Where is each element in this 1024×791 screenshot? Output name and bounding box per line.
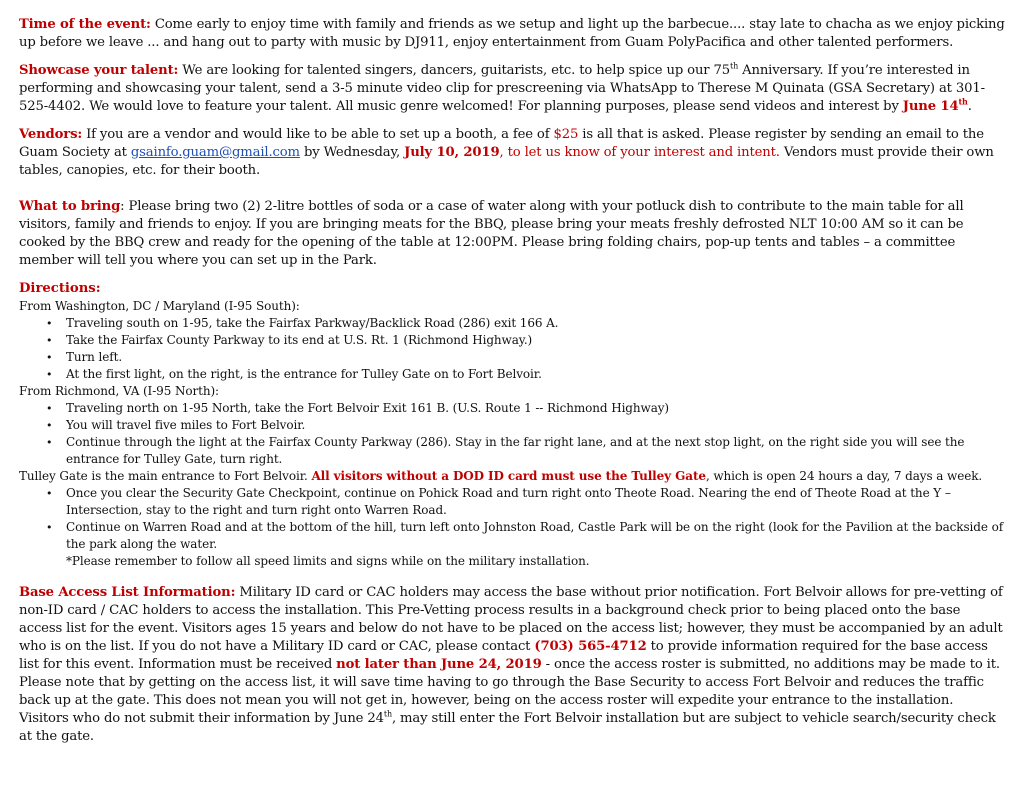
contact-phone: (703) 565-4712 [534, 639, 647, 654]
time-of-event-paragraph [19, 16, 1006, 52]
list-item: • At the first light, on the right, is the entrance for Tulley Gate on to Fort Belvoir. [66, 366, 1006, 383]
showcase-sup: th [730, 61, 739, 71]
base-access-paragraph [19, 584, 1006, 746]
showcase-label: Showcase your talent: [19, 63, 179, 78]
time-of-event-label: Time of the event: [19, 17, 151, 32]
what-to-bring-text: : Please bring two (2) 2-litre bottles of soda or a case of water along with your potluck dish to contribute to the main table for all visitors, family and friends to enjoy. If you are bringing meats for the BBQ, please bring your meats freshly defrosted NLT 10:00 AM so it can be cooked by the BBQ crew and ready for the opening of the table at 12:00PM. Please bring folding chairs, pop-up tents and tables – a committee member will tell you where you can set up in the Park. [19, 199, 964, 268]
showcase-text-a: We are looking for talented singers, dancers, guitarists, etc. to help spice up our 75 [178, 63, 730, 78]
directions-section [19, 298, 1006, 570]
time-of-event-text: Come early to enjoy time with family and friends as we setup and light up the barbecue.... stay late to chacha as we enjoy picking up before we leave ... and hang out to party with music by DJ911, enjoy entertainment from Guam PolyPacifica and other talented performers. [19, 17, 1005, 50]
vendors-label: Vendors: [19, 127, 83, 142]
list-item: • Continue on Warren Road and at the bottom of the hill, turn left onto Johnston Road, Castle Park will be on the right (look for the Pavilion at the backside of the park along the water. [66, 519, 1006, 553]
what-to-bring-label: What to bring [19, 199, 121, 214]
gate-steps-list [19, 485, 1006, 553]
base-access-deadline: not later than June 24, 2019 [336, 657, 542, 672]
dc-steps-list [19, 315, 1006, 383]
base-access-text-d: , may still enter the Fort Belvoir installation but are subject to vehicle search/security check at the gate. [19, 711, 996, 744]
list-item: • Continue through the light at the Fairfax County Parkway (286). Stay in the far right lane, and at the next stop light, on the right side you will see the entrance for Tulley Gate, turn right. [66, 434, 1006, 468]
from-dc-heading: From Washington, DC / Maryland (I-95 South): [19, 299, 300, 313]
vendor-fee: $25 [553, 127, 579, 142]
vendor-deadline: July 10, 2019 [404, 145, 500, 160]
richmond-steps-list [19, 400, 1006, 468]
list-item: • Take the Fairfax County Parkway to its end at U.S. Rt. 1 (Richmond Highway.) [66, 332, 1006, 349]
showcase-end: . [967, 99, 972, 114]
base-access-text-c: - once the access roster is submitted, no additions may be made to it. Please note that by getting on the access list, it will save time having to go through the Base Security to access Fort Belvoir and reduces the traffic back up at the gate. This does not mean you will not get in, however, being on the access roster will expedite your entrance to the installation. Visitors who do not submit their information by June 24 [19, 657, 1000, 726]
base-access-sup: th [383, 709, 392, 719]
showcase-deadline: June 14 [902, 99, 959, 114]
list-item: • You will travel five miles to Fort Belvoir. [66, 417, 1006, 434]
vendors-text-d: , to let us know of your interest and intent. [499, 145, 780, 160]
tulley-gate-line: Tulley Gate is the main entrance to Fort Belvoir. All visitors without a DOD ID card must use the Tulley Gate, which is open 24 hours a day, 7 days a week. [19, 469, 983, 483]
directions-heading: Directions: [19, 281, 101, 296]
vendors-text-a: If you are a vendor and would like to be able to set up a booth, a fee of [82, 127, 554, 142]
vendor-email-link[interactable]: gsainfo.guam@gmail.com [130, 145, 300, 160]
vendors-text-b: is all that is asked. Please register by sending an email to the Guam Society at [19, 127, 984, 160]
list-item: • Turn left. [66, 349, 1006, 366]
from-richmond-heading: From Richmond, VA (I-95 North): [19, 384, 219, 398]
base-access-label: Base Access List Information: [19, 585, 236, 600]
what-to-bring-paragraph [19, 198, 1006, 270]
vendors-paragraph [19, 126, 1006, 180]
list-item: • Traveling north on 1-95 North, take the Fort Belvoir Exit 161 B. (U.S. Route 1 -- Richmond Highway) [66, 400, 1006, 417]
speed-limit-note: *Please remember to follow all speed limits and signs while on the military installation. [66, 554, 590, 568]
list-item: • Once you clear the Security Gate Checkpoint, continue on Pohick Road and turn right onto Theote Road. Nearing the end of Theote Road at the Y – Intersection, stay to the right and turn right onto Warren Road. [66, 485, 1006, 519]
vendors-text-c: by Wednesday, [299, 145, 405, 160]
showcase-text-b: Anniversary. If you’re interested in performing and showcasing your talent, send a 3-5 minute video clip for prescreening via WhatsApp to Therese M Quinata (GSA Secretary) at 301-525-4402. We would love to feature your talent. All music genre welcomed! For planning purposes, please send videos and interest by [19, 63, 985, 114]
vendors-text-e: Vendors must provide their own tables, canopies, etc. for their booth. [19, 145, 994, 178]
showcase-deadline-sup: th [958, 96, 968, 107]
base-access-text-b: to provide information required for the base access list for this event. Information must be received [19, 639, 988, 672]
list-item: • Traveling south on 1-95, take the Fairfax Parkway/Backlick Road (286) exit 166 A. [66, 315, 1006, 332]
showcase-paragraph [19, 62, 1006, 116]
tulley-gate-warning: All visitors without a DOD ID card must use the Tulley Gate [311, 469, 706, 483]
base-access-text-a: Military ID card or CAC holders may access the base without prior notification. Fort Belvoir allows for pre-vetting of non-ID card / CAC holders to access the installation. This Pre-Vetting process results in a background check prior to being placed onto the base access list for the event. Visitors ages 15 years and below do not have to be placed on the access list; however, they must be accompanied by an adult who is on the list. If you do not have a Military ID card or CAC, please contact [19, 585, 1003, 654]
